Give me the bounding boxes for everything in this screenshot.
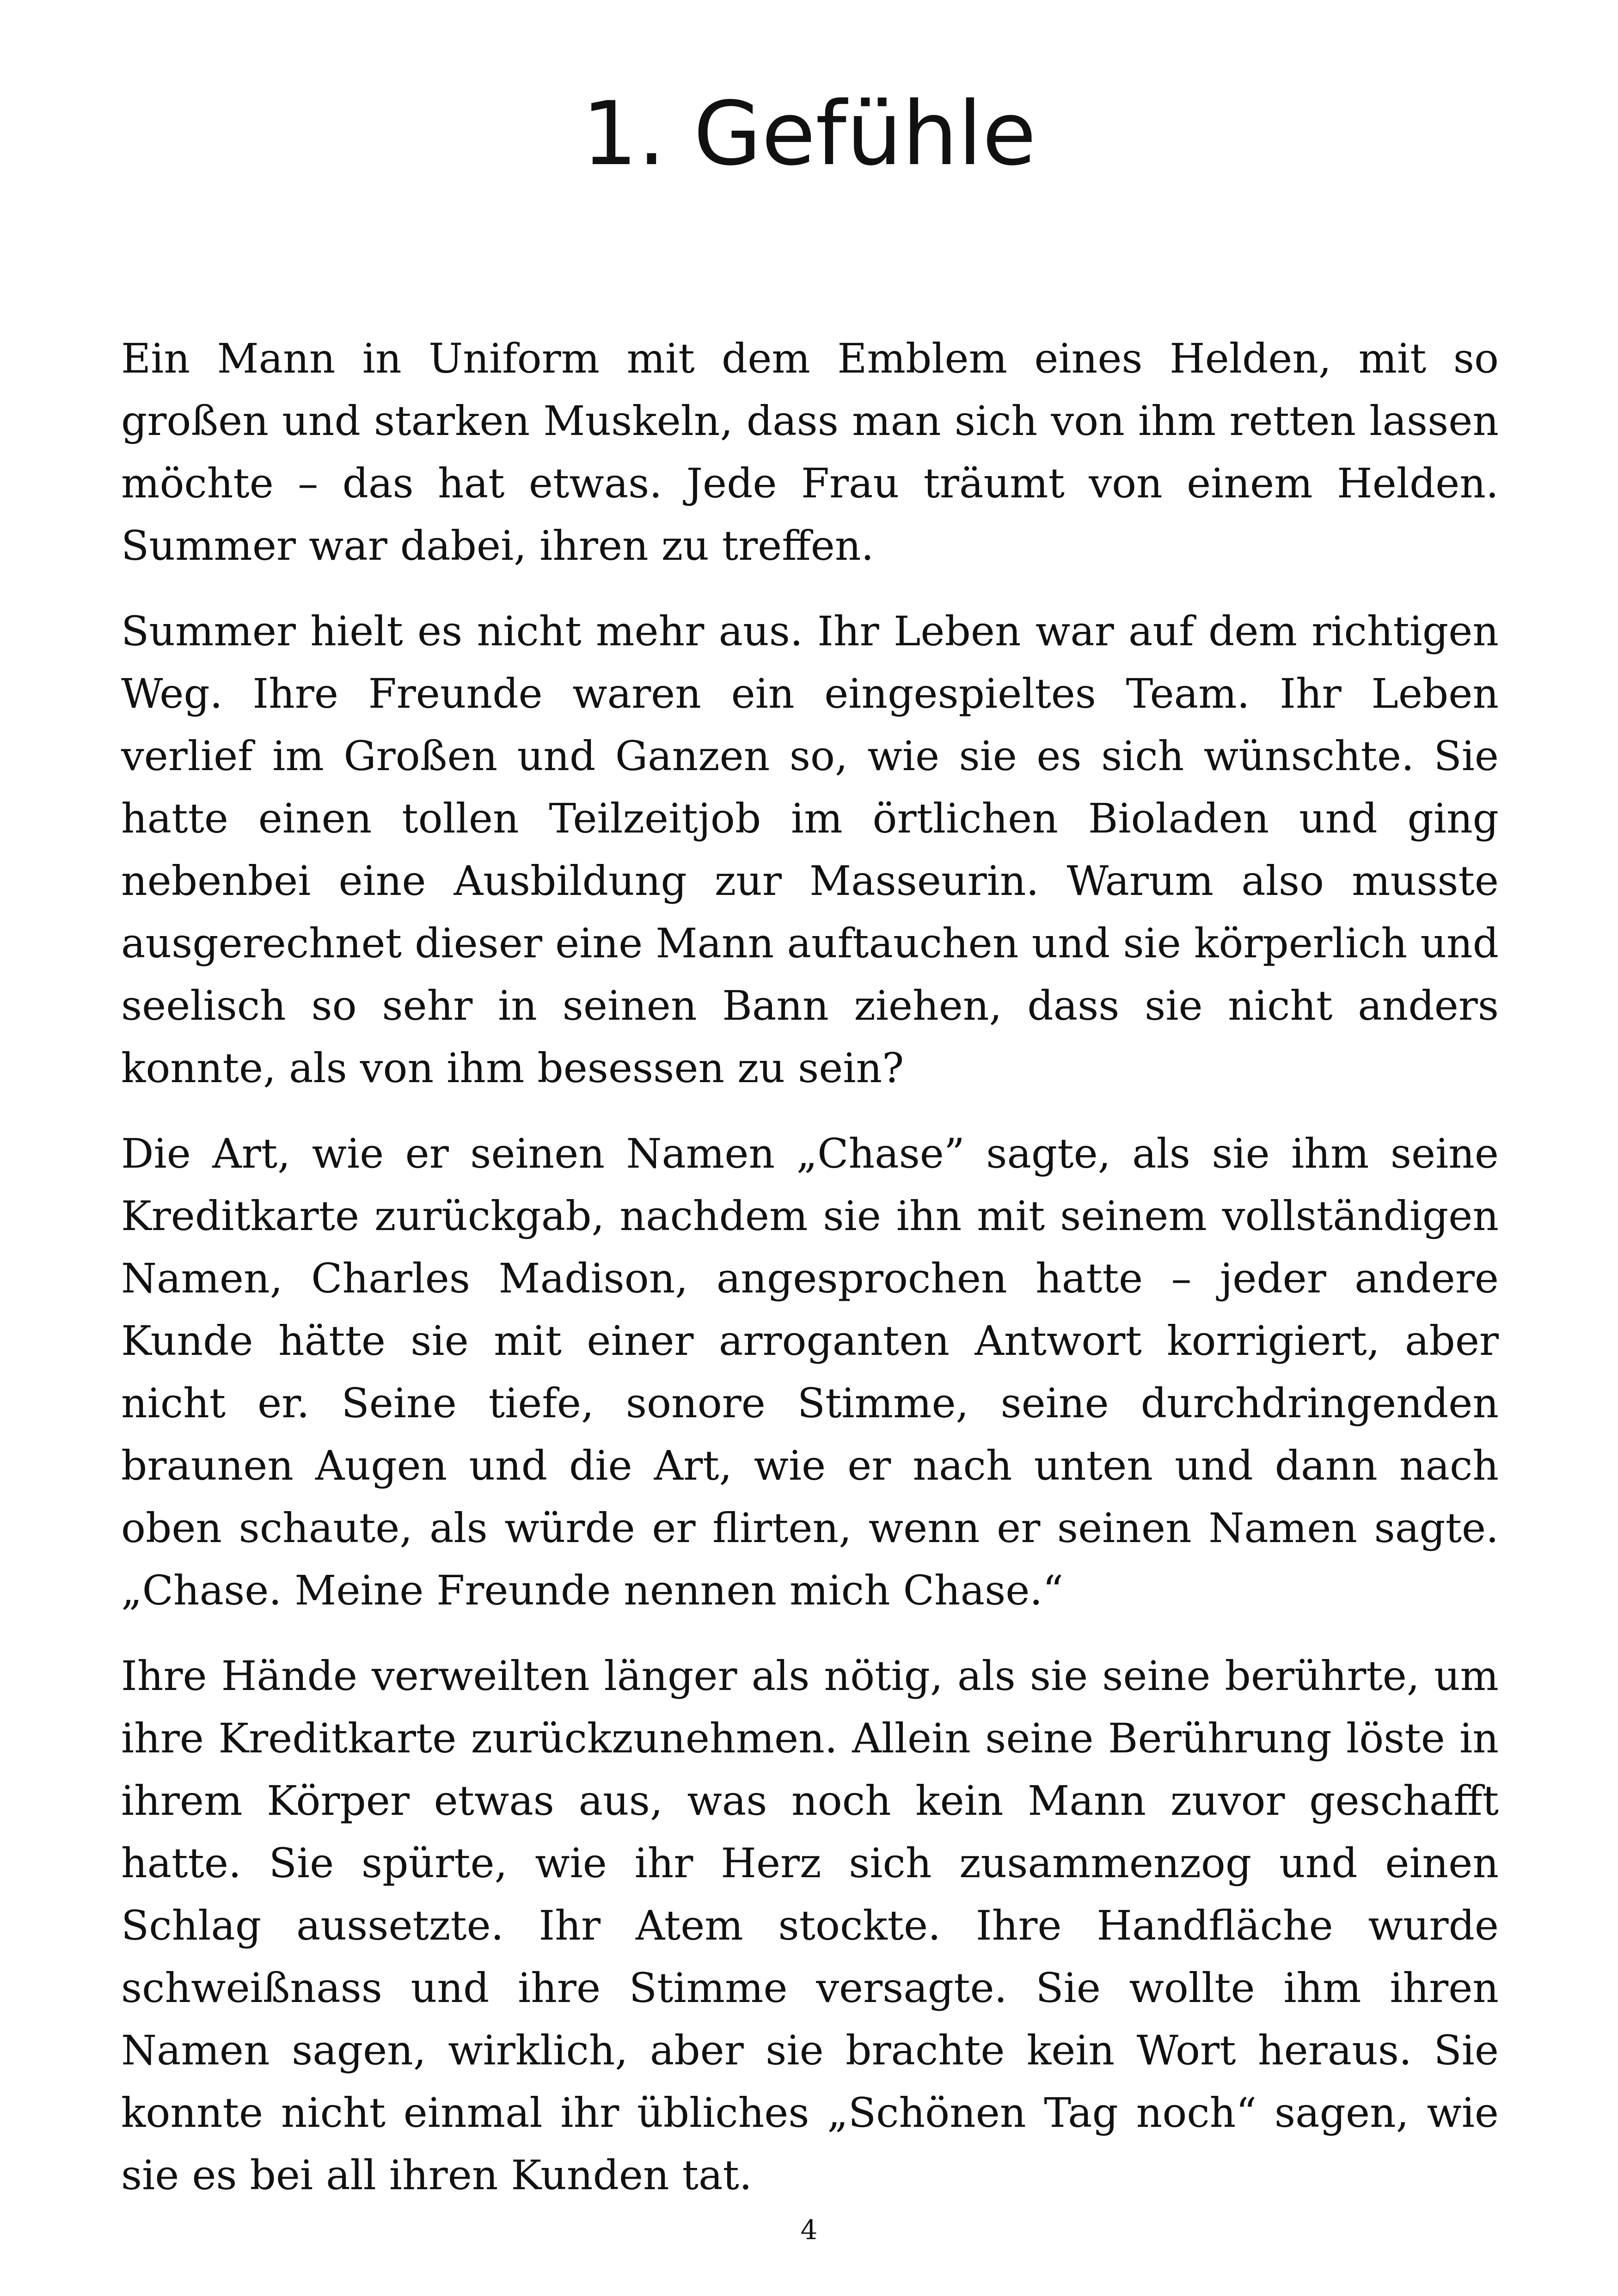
page-number: 4 — [800, 2214, 818, 2246]
chapter-body — [121, 327, 1499, 2229]
paragraph: Ein Mann in Uniform mit dem Emblem eines Helden, mit so großen und starken Muskeln, dass man sich von ihm retten lassen möchte – das hat etwas. Jede Frau träumt von einem Helden. Summer war dabei, ihren zu treffen. — [121, 335, 1499, 569]
paragraph: Ihre Hände verweilten länger als nötig, als sie seine berührte, um ihre Kreditkarte zurückzunehmen. Allein seine Berührung löste in ihrem Körper etwas aus, was noch kein Mann zuvor geschafft hatte. Sie spürte, wie ihr Herz sich zusammenzog und einen Schlag aussetzte. Ihr Atem stockte. Ihre Handfläche wurde schweißnass und ihre Stimme versagte. Sie wollte ihm ihren Namen sagen, wirklich, aber sie brachte kein Wort heraus. Sie konnte nicht einmal ihr übliches „Schönen Tag noch“ sagen, wie sie es bei all ihren Kunden tat. — [121, 1652, 1499, 2199]
paragraph: Die Art, wie er seinen Namen „Chase” sagte, als sie ihm seine Kreditkarte zurückgab, nachdem sie ihn mit seinem vollständigen Namen, Charles Madison, angesprochen hatte – jeder andere Kunde hätte sie mit einer arroganten Antwort korrigiert, aber nicht er. Seine tiefe, sonore Stimme, seine durchdringenden braunen Augen und die Art, wie er nach unten und dann nach oben schaute, als würde er flirten, wenn er seinen Namen sagte. „Chase. Meine Freunde nennen mich Chase.“ — [121, 1130, 1499, 1614]
paragraph: Summer hielt es nicht mehr aus. Ihr Leben war auf dem richtigen Weg. Ihre Freunde waren ein eingespieltes Team. Ihr Leben verlief im Großen und Ganzen so, wie sie es sich wünschte. Sie hatte einen tollen Teilzeitjob im örtlichen Bioladen und ging nebenbei eine Ausbildung zur Masseurin. Warum also musste ausgerechnet dieser eine Mann auftauchen und sie körperlich und seelisch so sehr in seinen Bann ziehen, dass sie nicht anders konnte, als von ihm besessen zu sein? — [121, 607, 1499, 1092]
chapter-title: 1. Gefühle — [582, 83, 1036, 185]
